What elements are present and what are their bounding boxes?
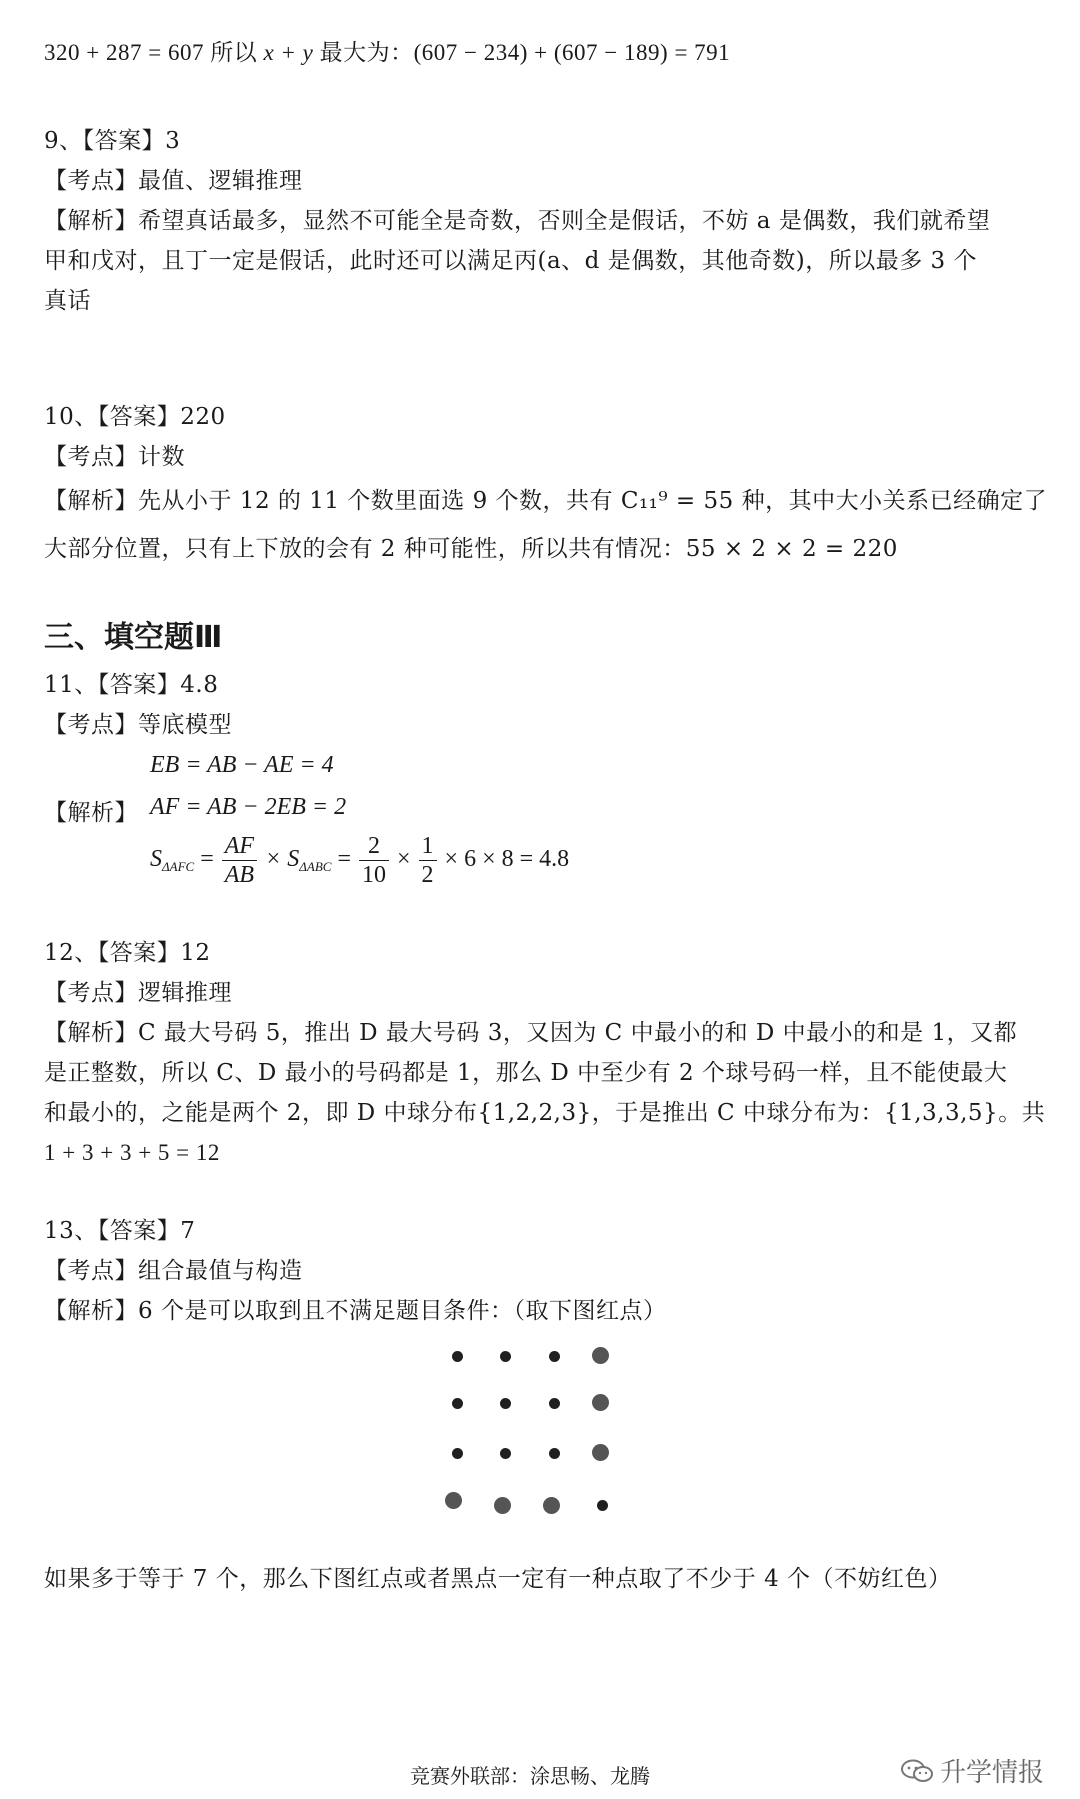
watermark-text: 升学情报 [940, 1758, 1045, 1788]
dot-red [445, 1492, 462, 1509]
eq3-frac3 [419, 832, 437, 889]
top-line [44, 36, 730, 70]
top-var: x + y [263, 40, 314, 65]
section-title: 三、填空题Ⅲ [44, 620, 223, 655]
q11-eq1: EB = AB − AE = 4 [150, 752, 334, 778]
dot-red [494, 1497, 511, 1514]
q11-eq2: AF = AB − 2EB = 2 [150, 794, 347, 820]
q13-analysis-1: 【解析】6 个是可以取到且不满足题目条件：（取下图红点） [44, 1298, 667, 1324]
dot-red [592, 1444, 609, 1461]
dot-red [543, 1497, 560, 1514]
watermark [900, 1752, 1044, 1789]
q9-answer: 9、【答案】3 [44, 128, 181, 154]
q13-analysis-2: 如果多于等于 7 个，那么下图红点或者黑点一定有一种点取了不少于 4 个（不妨红色） [44, 1566, 952, 1592]
eq3-frac2 [359, 832, 389, 889]
dot-grid [440, 1340, 640, 1510]
q10-point: 【考点】计数 [44, 444, 185, 470]
q9-analysis-1: 【解析】希望真话最多，显然不可能全是奇数，否则全是假话，不妨 a 是偶数，我们就希望 [44, 208, 991, 234]
top-eq1: 320 + 287 = 607 [44, 40, 204, 65]
dot [549, 1351, 560, 1362]
q12-answer: 12、【答案】12 [44, 940, 211, 966]
q9-analysis-2: 甲和戊对，且丁一定是假话，此时还可以满足丙(a、d 是偶数，其他奇数)，所以最多 3 个 [44, 248, 977, 274]
q10-answer: 10、【答案】220 [44, 404, 226, 430]
q10-analysis-2: 大部分位置，只有上下放的会有 2 种可能性，所以共有情况：55 × 2 × 2 = 220 [44, 536, 898, 562]
eq3-frac1-num: AF [222, 832, 257, 861]
dot [500, 1398, 511, 1409]
q13-answer: 13、【答案】7 [44, 1218, 196, 1244]
eq3-frac1 [222, 832, 257, 889]
eq3-frac3-den: 2 [421, 862, 434, 888]
dot [452, 1351, 463, 1362]
eq3-frac2-den: 10 [362, 862, 386, 888]
top-eq2: (607 − 234) + (607 − 189) = 791 [413, 40, 731, 65]
dot [549, 1448, 560, 1459]
eq3-sub2: ΔABC [299, 859, 332, 875]
dot-red [592, 1394, 609, 1411]
q11-point: 【考点】等底模型 [44, 712, 232, 738]
q11-eq3 [150, 832, 569, 889]
q11-analysis-label: 【解析】 [44, 800, 138, 826]
q9-point: 【考点】最值、逻辑推理 [44, 168, 303, 194]
q12-analysis-1: 【解析】C 最大号码 5，推出 D 最大号码 3，又因为 C 中最小的和 D 中最小的和是 1，又都 [44, 1020, 1018, 1046]
dot [452, 1448, 463, 1459]
eq3-times2: × [391, 846, 417, 873]
eq3-frac3-num: 1 [419, 832, 437, 861]
eq3-rest: × 6 × 8 = 4.8 [438, 846, 570, 873]
dot [549, 1398, 560, 1409]
q12-analysis-2: 是正整数，所以 C、D 最小的号码都是 1，那么 D 中至少有 2 个球号码一样，且不能使最大 [44, 1060, 1008, 1086]
dot [500, 1351, 511, 1362]
eq3-times: × S [259, 846, 300, 873]
eq3-sub1: ΔAFC [162, 859, 195, 875]
q12-point: 【考点】逻辑推理 [44, 980, 232, 1006]
wechat-icon [900, 1759, 934, 1783]
q9-analysis-3: 真话 [44, 288, 91, 314]
eq3-frac2-num: 2 [359, 832, 389, 861]
q13-point: 【考点】组合最值与构造 [44, 1258, 303, 1284]
dot [452, 1398, 463, 1409]
dot [500, 1448, 511, 1459]
eq3-eq: = [194, 846, 220, 873]
top-text: 所以 [203, 40, 264, 65]
dot [597, 1500, 608, 1511]
q12-analysis-4: 1 + 3 + 3 + 5 = 12 [44, 1140, 220, 1165]
q10-analysis-1: 【解析】先从小于 12 的 11 个数里面选 9 个数，共有 C₁₁⁹ = 55 种，其中大小关系已经确定了 [44, 488, 1048, 514]
dot-red [592, 1347, 609, 1364]
top-text2: 最大为： [313, 40, 414, 65]
eq3-frac1-den: AB [224, 862, 255, 888]
footer-credits: 竞赛外联部：涂思畅、龙腾 [410, 1764, 650, 1788]
q12-analysis-3: 和最小的，之能是两个 2，即 D 中球分布{1,2,2,3}，于是推出 C 中球分布为：{1,3,3,5}。共 [44, 1100, 1046, 1126]
eq3-eq2: = [331, 846, 357, 873]
q11-answer: 11、【答案】4.8 [44, 672, 219, 698]
eq3-lhs: S [150, 846, 162, 873]
